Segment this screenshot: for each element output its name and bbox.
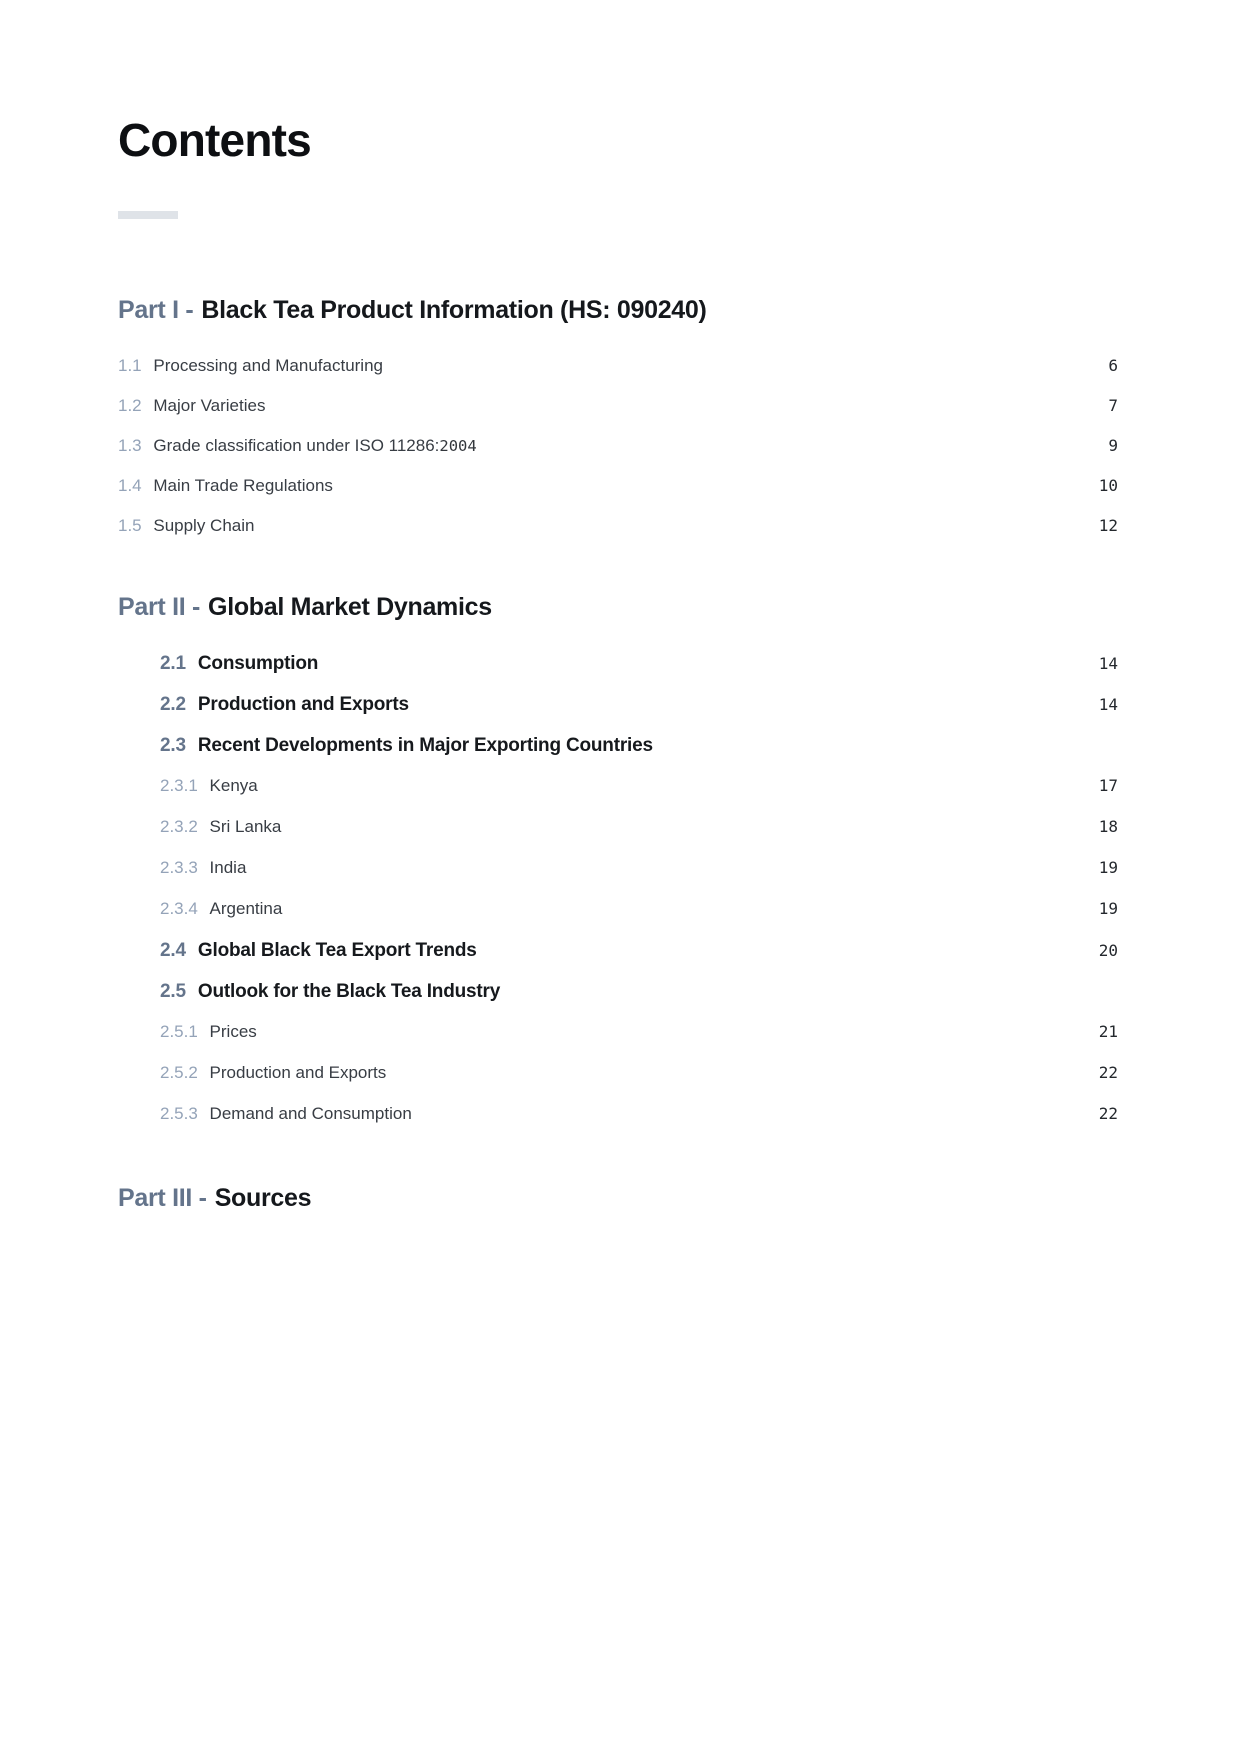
toc-entry-list [118,653,1118,1145]
toc-entry-page-number: 18 [1098,817,1118,837]
toc-entry-text [160,1063,386,1083]
toc-entry-page-number: 21 [1098,1022,1118,1042]
toc-entry[interactable] [160,940,1118,981]
toc-entry-list [118,356,1118,556]
toc-entry-label-code: 2004 [439,437,477,456]
toc-entry[interactable] [160,899,1118,940]
toc-entry-number: 2.4 [160,940,191,962]
toc-entry-page-number: 14 [1098,654,1118,674]
toc-entry-page-number: 6 [1108,356,1118,376]
toc-entry-number: 1.2 [118,396,147,416]
toc-entry-number: 2.3.1 [160,776,203,796]
toc-entry-label: Major Varieties [153,396,266,416]
toc-entry-label: Prices [209,1022,257,1042]
toc-entry[interactable] [160,776,1118,817]
toc-entry[interactable] [160,1104,1118,1145]
toc-entry-page-number: 17 [1098,776,1118,796]
toc-entry-text [160,817,281,837]
toc-entry-label: Demand and Consumption [209,1104,412,1124]
toc-entry[interactable] [160,735,1118,776]
toc-entry-number: 2.3.3 [160,858,203,878]
part-title: Black Tea Product Information (HS: 090240) [201,295,707,324]
toc-entry-number: 2.5.1 [160,1022,203,1042]
toc-entry[interactable] [160,817,1118,858]
part-label: Part I - [118,295,194,324]
toc-entry-text [160,940,477,962]
toc-entry[interactable] [160,694,1118,735]
toc-entry[interactable] [160,981,1118,1022]
toc-entry-text [160,735,653,757]
toc-entry-label: Consumption [197,653,319,675]
part-heading-3 [118,1183,1118,1214]
toc-entry-label: Kenya [209,776,258,796]
toc-entry-number: 1.4 [118,476,147,496]
toc-section-part-i [118,295,1118,556]
toc-entry[interactable] [118,516,1118,556]
toc-entry-text [118,516,254,536]
toc-entry-label: Main Trade Regulations [153,476,333,496]
toc-entry-number: 2.2 [160,694,191,716]
toc-entry-page-number: 7 [1108,396,1118,416]
toc-entry-page-number: 20 [1098,941,1118,961]
toc-entry-text [118,436,477,456]
toc-entry-number: 2.5.3 [160,1104,203,1124]
toc-entry-text [160,694,409,716]
part-label: Part III - [118,1184,207,1213]
toc-entry-text [160,981,500,1003]
toc-entry-number: 2.3.2 [160,817,203,837]
toc-entry-text [118,356,383,376]
toc-entry[interactable] [160,653,1118,694]
toc-entry-number: 2.3.4 [160,899,203,919]
toc-entry[interactable] [160,1063,1118,1104]
toc-entry-page-number: 10 [1098,476,1118,496]
toc-entry-label: India [209,858,247,878]
toc-section-part-iii [118,1183,1118,1214]
toc-entry-label: Outlook for the Black Tea Industry [197,981,501,1003]
toc-section-part-ii [118,592,1118,1145]
toc-entry-text [160,858,246,878]
toc-entry-number: 2.5 [160,981,191,1003]
part-title: Sources [214,1184,312,1213]
toc-entry-text [160,1022,257,1042]
toc-entry-label: Supply Chain [153,516,255,536]
toc-entry-number: 1.5 [118,516,147,536]
toc-entry[interactable] [118,436,1118,476]
toc-entry-label: Global Black Tea Export Trends [197,940,477,962]
toc-entry[interactable] [118,476,1118,516]
toc-entry-label: Production and Exports [209,1063,387,1083]
toc-entry-text [160,1104,412,1124]
toc-entry-page-number: 22 [1098,1104,1118,1124]
toc-entry-page-number: 12 [1098,516,1118,536]
toc-entry-text [160,776,258,796]
part-heading-2 [118,592,1118,623]
toc-entry-label: Processing and Manufacturing [153,356,383,376]
toc-entry-page-number: 9 [1108,436,1118,456]
toc-entry-label: Argentina [209,899,283,919]
toc-entry-number: 2.5.2 [160,1063,203,1083]
page-title: Contents [118,114,311,166]
toc-entry-number: 2.3 [160,735,191,757]
toc-entry-label: Production and Exports [197,694,409,716]
toc-entry-text [160,653,318,675]
toc-entry[interactable] [118,396,1118,436]
toc-entry-page-number: 14 [1098,695,1118,715]
toc-entry[interactable] [118,356,1118,396]
toc-entry-label: Recent Developments in Major Exporting Countries [197,735,653,757]
toc-entry-text [160,899,282,919]
toc-entry[interactable] [160,858,1118,899]
toc-entry-label: Grade classification under ISO 11286: [153,436,440,456]
toc-entry-number: 1.1 [118,356,147,376]
toc-entry[interactable] [160,1022,1118,1063]
toc-entry-page-number: 19 [1098,899,1118,919]
part-title: Global Market Dynamics [208,593,492,622]
toc-entry-page-number: 19 [1098,858,1118,878]
title-divider [118,211,178,219]
toc-entry-number: 1.3 [118,436,147,456]
toc-entry-number: 2.1 [160,653,191,675]
toc-entry-label: Sri Lanka [209,817,282,837]
toc-entry-text [118,476,333,496]
part-heading-1 [118,295,1118,326]
toc-entry-page-number: 22 [1098,1063,1118,1083]
toc-entry-text [118,396,265,416]
part-label: Part II - [118,593,201,622]
